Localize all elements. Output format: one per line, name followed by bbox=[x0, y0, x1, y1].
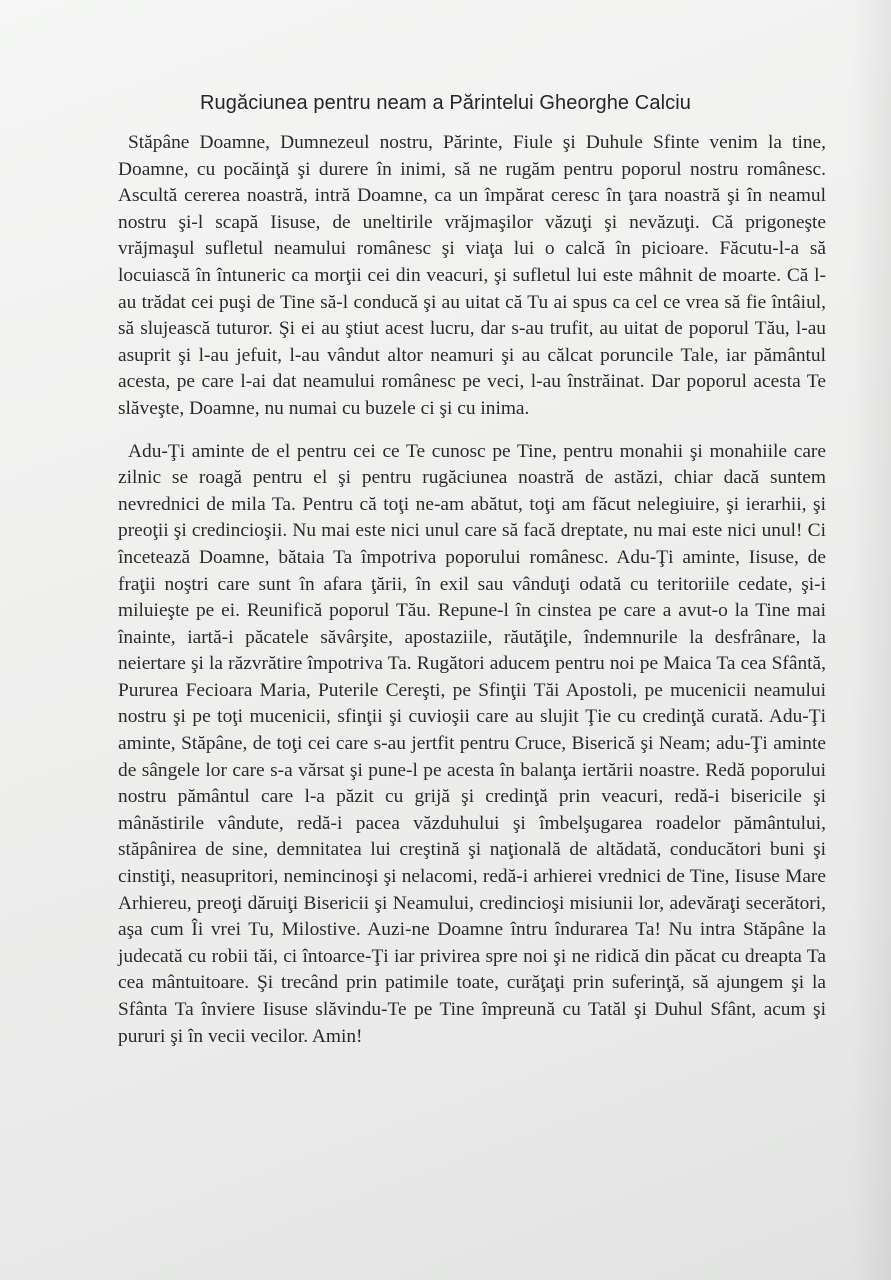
document-body bbox=[118, 130, 826, 1050]
page-edge-shadow bbox=[851, 0, 891, 1280]
paragraph-1: Stăpâne Doamne, Dumnezeul nostru, Părinte, Fiule şi Duhule Sfinte venim la tine, Doamne, cu pocăinţă şi durere în inimi, să ne rugăm pentru poporul nostru românesc. Ascultă cererea noastră, intră Doamne, ca un împărat ceresc în ţara noastră şi în neamul nostru şi-l scapă Iisuse, de uneltirile vrăjmaşilor văzuţi şi nevăzuţi. Că prigoneşte vrăjmaşul sufletul neamului românesc şi viaţa lui o calcă în picioare. Făcutu-l-a să locuiască în întuneric ca morţii cei din veacuri, şi sufletul lui este mâhnit de moarte. Că l-au trădat cei puşi de Tine să-l conducă şi au uitat că Tu ai spus ca cel ce vrea să fie întâiul, să slujească tuturor. Şi ei au ştiut acest lucru, dar s-au trufit, au uitat de poporul Tău, l-au asuprit şi l-au jefuit, l-au vândut altor neamuri şi au călcat poruncile Tale, iar pământul acesta, pe care l-ai dat neamului românesc pe veci, l-au înstrăinat. Dar poporul acesta Te slăveşte, Doamne, nu numai cu buzele ci şi cu inima. bbox=[118, 132, 826, 419]
paragraph-2: Adu-Ţi aminte de el pentru cei ce Te cunosc pe Tine, pentru monahii şi monahiile care zilnic se roagă pentru el şi pentru rugăciunea noastră de astăzi, chiar dacă suntem nevrednici de mila Ta. Pentru că toţi ne-am abătut, toţi am făcut nelegiuire, şi ierarhii, şi preoţii şi credincioşii. Nu mai este nici unul care să facă dreptate, nu mai este nici unul! Ci încetează Doamne, bătaia Ta împotriva poporului românesc. Adu-Ţi aminte, Iisuse, de fraţii noştri care sunt în afara ţării, în exil sau vânduţi odată cu teritoriile cedate, şi-i miluieşte pe ei. Reunifică poporul Tău. Repune-l în cinstea pe care a avut-o la Tine mai înainte, iartă-i păcatele săvârşite, apostaziile, răutăţile, îndemnurile la desfrânare, la neiertare şi la răzvrătire împotriva Ta. Rugători aducem pentru noi pe Maica Ta cea Sfântă, Pururea Fecioara Maria, Puterile Cereşti, pe Sfinţii Tăi Apostoli, pe mucenicii neamului nostru şi pe toţi mucenicii, sfinţii şi cuvioşii care au slujit Ţie cu credinţă curată. Adu-Ţi aminte, Stăpâne, de toţi cei care s-au jertfit pentru Cruce, Biserică şi Neam; adu-Ţi aminte de sângele lor care s-a vărsat şi pune-l pe acesta în balanţa iertării noastre. Redă poporului nostru pământul care l-a păzit cu grijă şi credinţă prin veacuri, redă-i bisericile şi mânăstirile vândute, redă-i pacea văzduhului şi îmbelşugarea roadelor pământului, stăpânirea de sine, demnitatea lui creştină şi naţională de altădată, conducători buni şi cinstiţi, neasupritori, nemincinoşi şi nelacomi, redă-i arhierei vrednici de Tine, Iisuse Mare Arhiereu, preoţi dăruiţi Bisericii şi Neamului, credincioşi misiunii lor, adevăraţi secerători, aşa cum Îi vrei Tu, Milostive. Auzi-ne Doamne întru îndurarea Ta! Nu intra Stăpâne la judecată cu robii tăi, ci întoarce-Ţi iar privirea spre noi şi ne ridică din păcat cu dreapta Ta cea mântuitoare. Şi trecând prin patimile toate, curăţaţi prin suferinţă, să ajungem şi la Sfânta Ta înviere Iisuse slăvindu-Te pe Tine împreună cu Tatăl şi Duhul Sfânt, acum şi pururi şi în vecii vecilor. Amin! bbox=[118, 440, 826, 1047]
document-title: Rugăciunea pentru neam a Părintelui Gheorghe Calciu bbox=[200, 92, 691, 114]
